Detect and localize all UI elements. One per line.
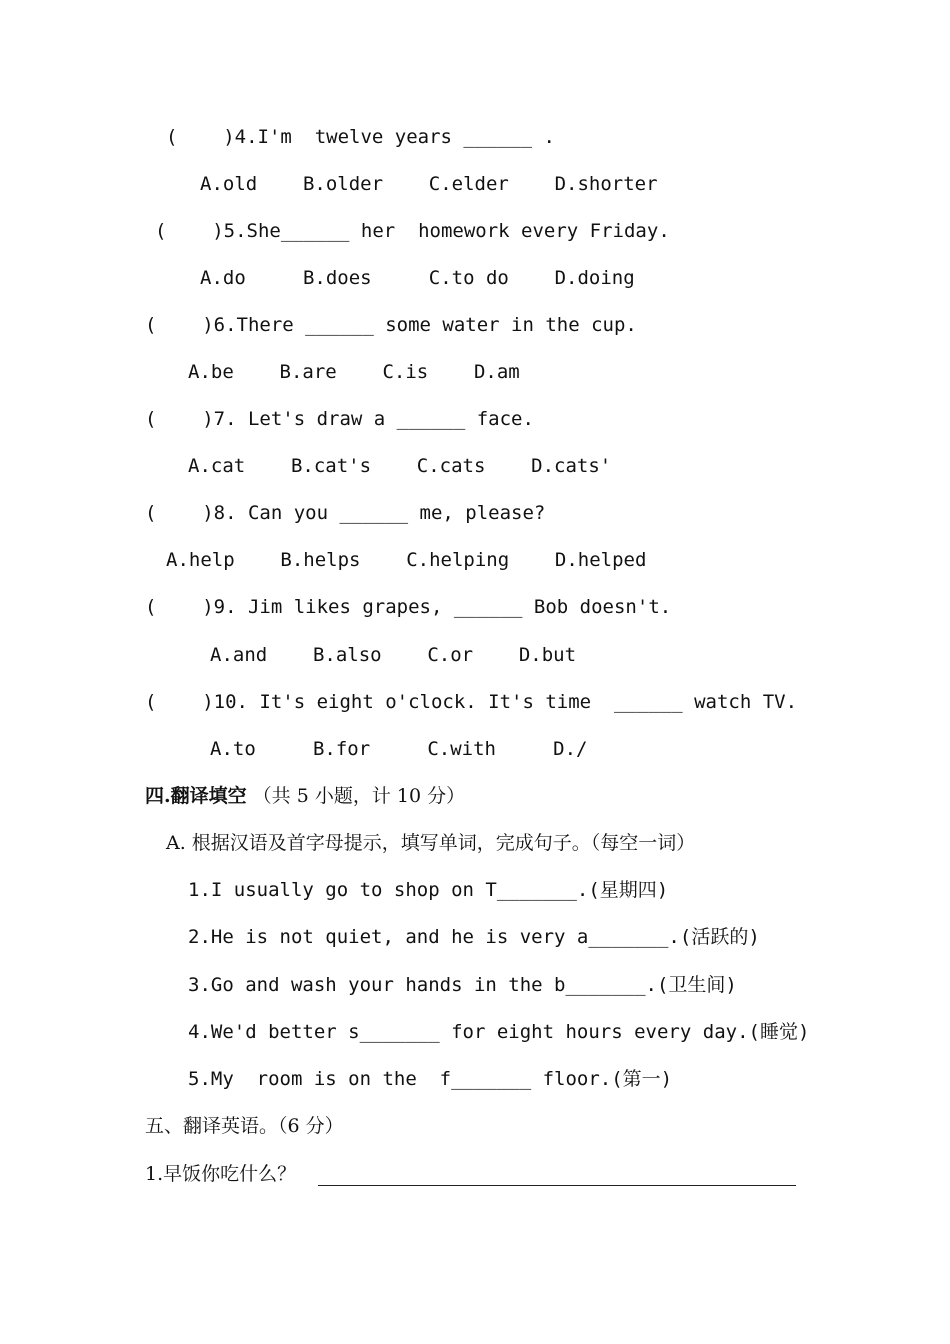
question-8-stem: ( )8. Can you ______ me, please? bbox=[145, 502, 546, 524]
question-5-stem: ( )5.She______ her homework every Friday. bbox=[155, 220, 670, 242]
fill-item-4: 4.We'd better s_______ for eight hours every day.(睡觉) bbox=[188, 1021, 810, 1043]
section-4-title: 四.翻译填空 bbox=[145, 785, 247, 807]
fill-item-3: 3.Go and wash your hands in the b_______.(卫生间) bbox=[188, 974, 737, 996]
fill-item-1: 1.I usually go to shop on T_______.(星期四) bbox=[188, 879, 669, 901]
question-4-stem: ( )4.I'm twelve years ______ . bbox=[166, 126, 555, 148]
question-10-stem: ( )10. It's eight o'clock. It's time ______ watch TV. bbox=[145, 691, 798, 713]
section-4-heading bbox=[145, 783, 465, 809]
question-7-stem: ( )7. Let's draw a ______ face. bbox=[145, 408, 534, 430]
answer-line-1 bbox=[318, 1185, 796, 1186]
question-9-stem: ( )9. Jim likes grapes, ______ Bob doesn't. bbox=[145, 596, 672, 618]
section-4-score: （共 5 小题，计 10 分） bbox=[252, 785, 466, 807]
question-8-options: A.help B.helps C.helping D.helped bbox=[166, 549, 647, 571]
question-4-options: A.old B.older C.elder D.shorter bbox=[200, 173, 658, 195]
translate-question-1: 1.早饭你吃什么？ bbox=[145, 1163, 297, 1185]
question-9-options: A.and B.also C.or D.but bbox=[210, 644, 577, 666]
question-6-stem: ( )6.There ______ some water in the cup. bbox=[145, 314, 637, 336]
question-10-options: A.to B.for C.with D./ bbox=[210, 738, 588, 760]
section-5-title: 五、翻译英语。（6 分） bbox=[145, 1115, 344, 1137]
question-7-options: A.cat B.cat's C.cats D.cats' bbox=[188, 455, 612, 477]
fill-item-2: 2.He is not quiet, and he is very a_______.(活跃的) bbox=[188, 926, 760, 948]
section-4-instruction: A. 根据汉语及首字母提示，填写单词，完成句子。（每空一词） bbox=[166, 832, 696, 854]
question-5-options: A.do B.does C.to do D.doing bbox=[200, 267, 635, 289]
question-6-options: A.be B.are C.is D.am bbox=[188, 361, 520, 383]
fill-item-5: 5.My room is on the f_______ floor.(第一) bbox=[188, 1068, 673, 1090]
